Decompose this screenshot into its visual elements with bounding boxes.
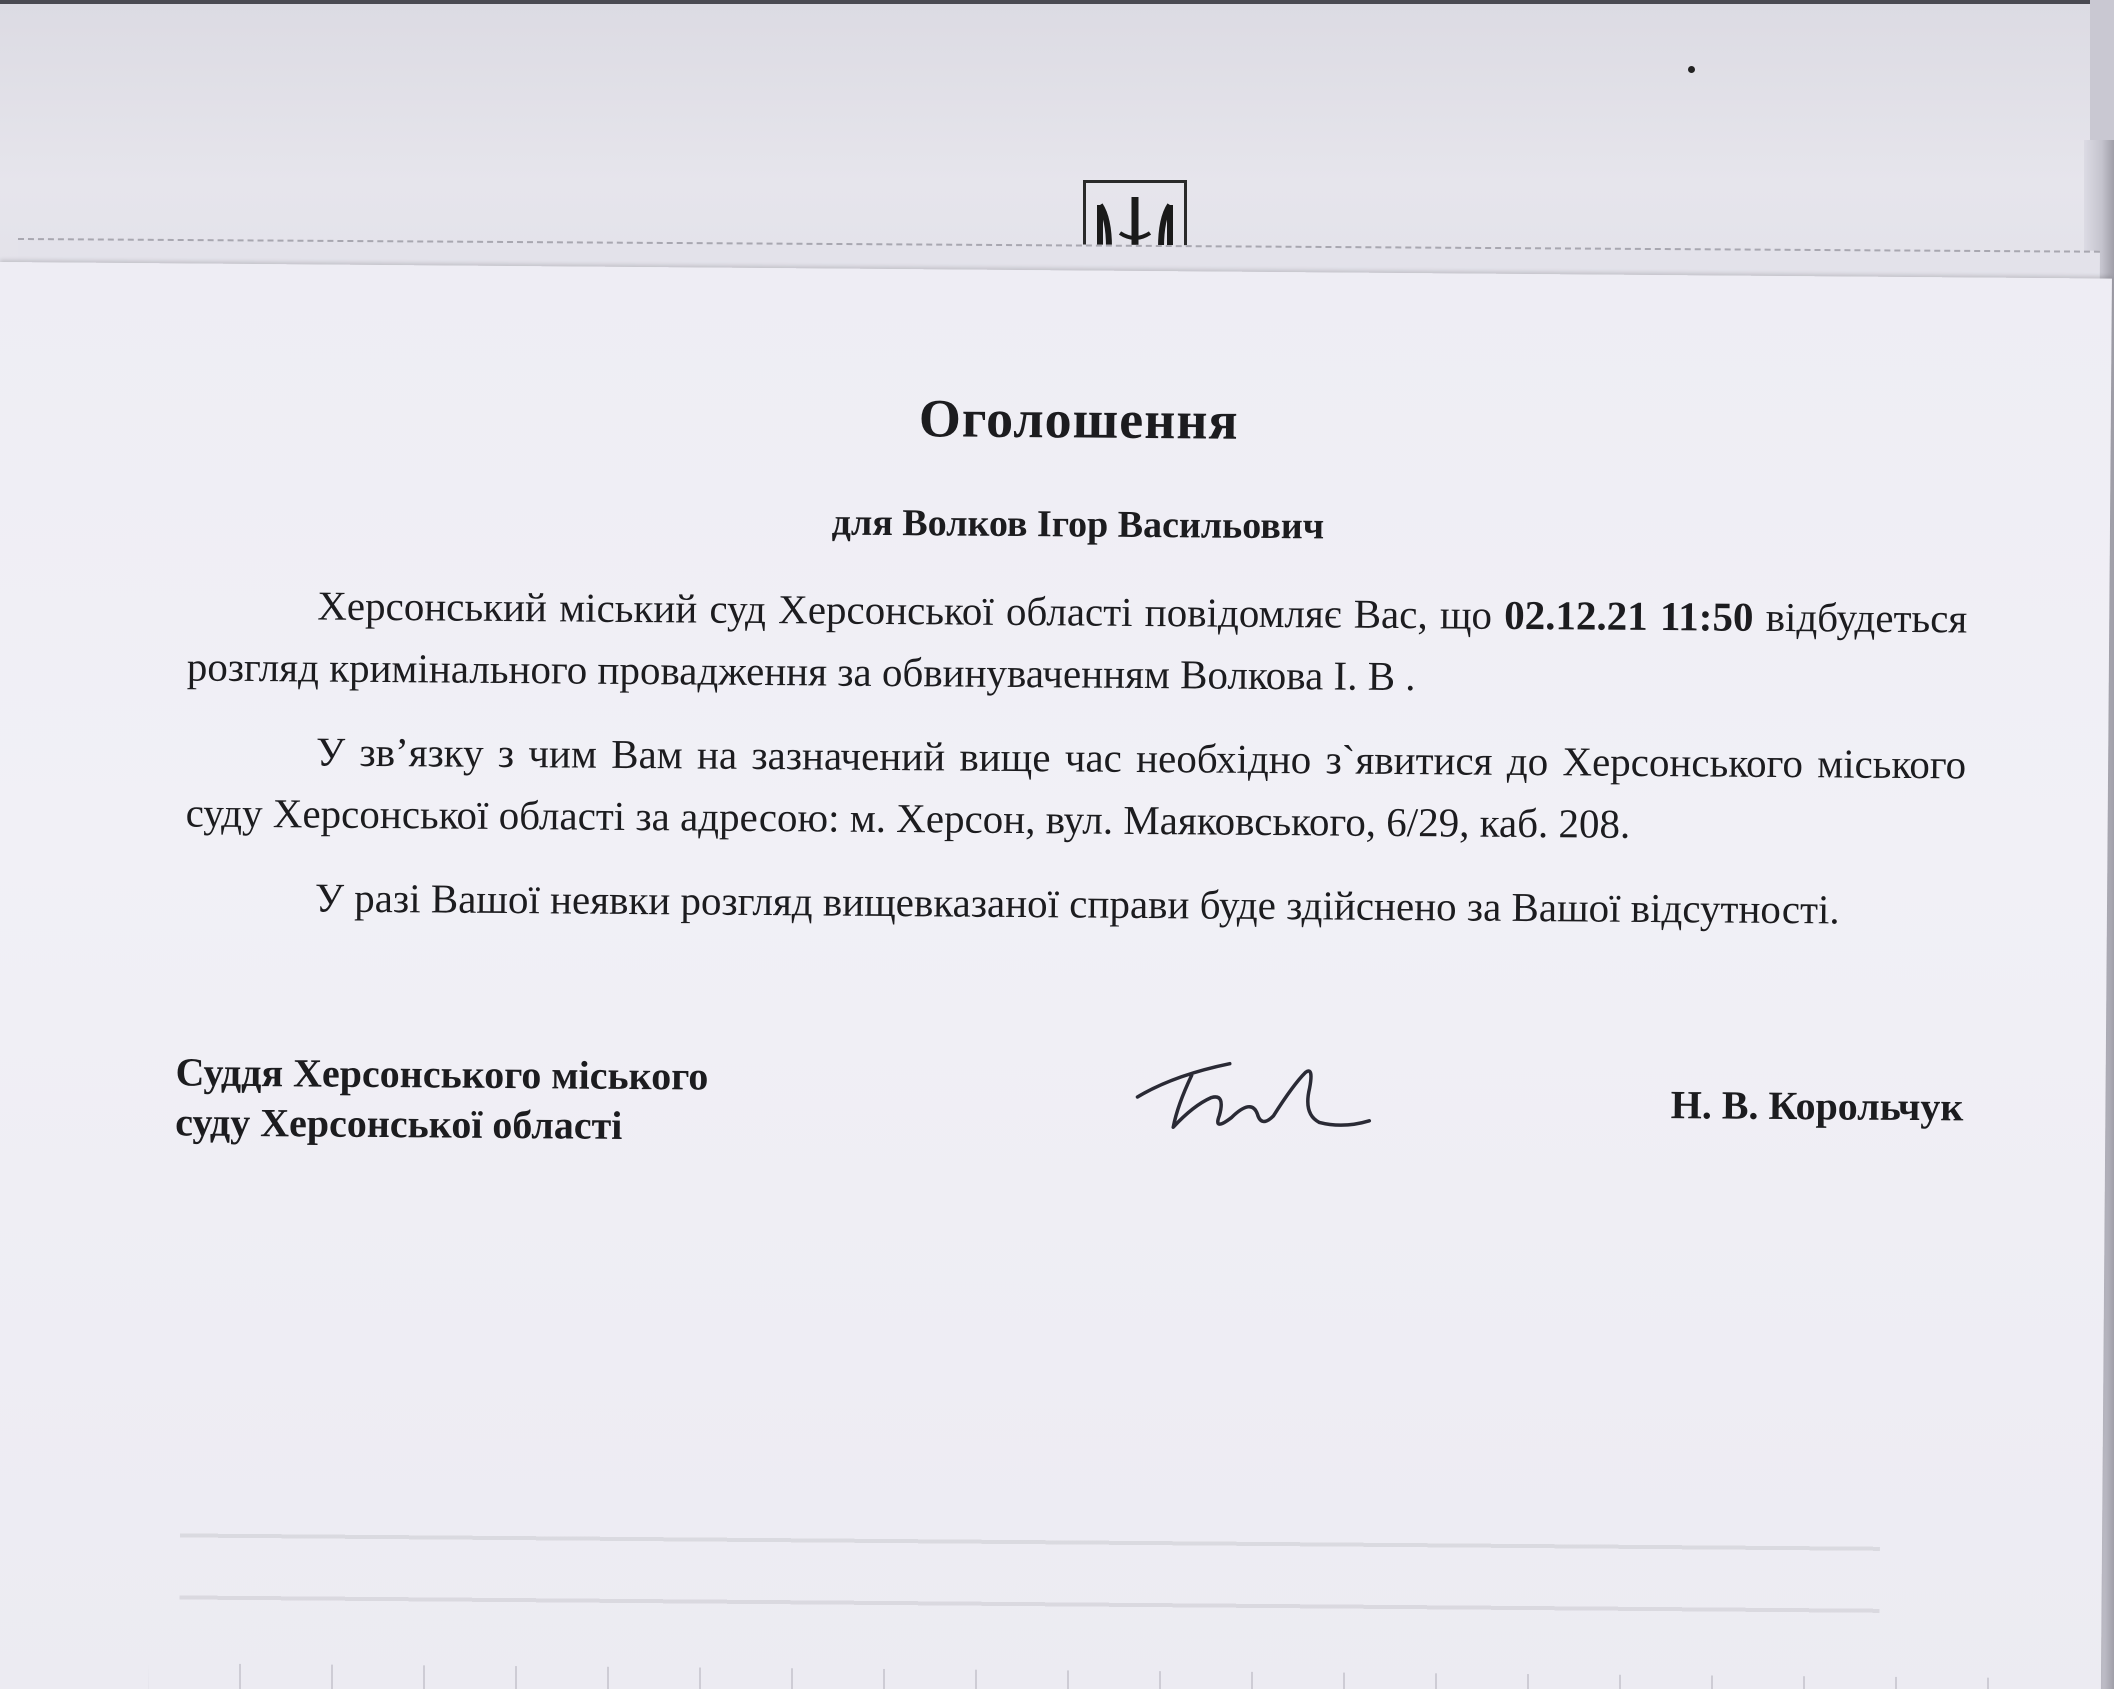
ink-dot xyxy=(1688,66,1695,73)
hearing-text-end: відбудеться розгляд кримінального провадження за обвинуваченням Волкова І. В . xyxy=(186,593,1968,700)
signature-block xyxy=(175,1047,1964,1171)
notice-sheet xyxy=(0,262,2112,1689)
judge-position-line1: Суддя Херсонського міського xyxy=(175,1049,709,1099)
notice-addressee: для Волков Ігор Васильович xyxy=(831,501,1325,548)
judge-name: Н. В. Корольчук xyxy=(1670,1082,1964,1130)
judge-position-line2: суду Херсонської області xyxy=(175,1099,623,1148)
hearing-datetime: 02.12.21 11:50 xyxy=(1504,591,1754,640)
notice-title: Оголошення xyxy=(918,388,1239,451)
notice-document xyxy=(175,381,1969,1171)
notice-paragraph-appearance: У зв’язку з чим Вам на зазначений вище час необхідно з`явитися до Херсонського міського суду Херсонської області за адресою: м. Херсон, вул. Маяковського, 6/29, каб. 208. xyxy=(185,728,1967,847)
handwritten-signature xyxy=(1133,1035,1374,1147)
notice-paragraph-absence: У разі Вашої неявки розгляд вищевказаної справи буде здійснено за Вашої відсутності. xyxy=(314,874,1840,933)
judge-position xyxy=(175,1047,708,1151)
hearing-text-start: Херсонський міський суд Херсонської області повідомляє Вас, що xyxy=(317,582,1505,638)
show-through-text xyxy=(179,1493,1880,1646)
bottom-edge-marks xyxy=(149,1663,2049,1689)
notice-paragraph-hearing xyxy=(187,573,1968,711)
